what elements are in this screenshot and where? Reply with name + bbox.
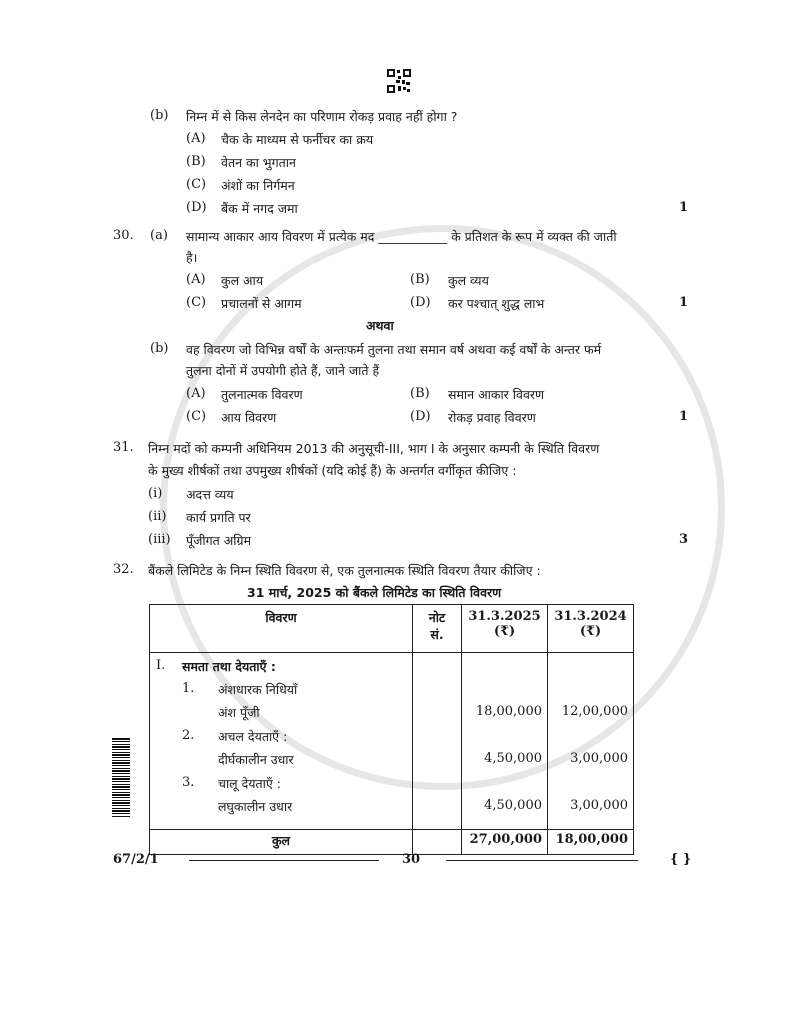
table-body-row [150, 656, 634, 830]
q30a-label: (a) [150, 228, 168, 243]
q30a-option-d: कर पश्चात् शुद्ध लाभ [448, 296, 545, 311]
q29b-question: निम्न में से किस लेनदेन का परिणाम रोकड़ प्रवाह नहीं होगा ? [186, 109, 458, 124]
table-header-row [150, 605, 634, 653]
note-cell [413, 656, 462, 830]
section-label: समता तथा देयताएँ : [182, 658, 276, 674]
group-2-head: अचल देयताएँ : [218, 728, 288, 744]
q30a-option-b: कुल व्यय [448, 273, 489, 288]
q30-number: 30. [113, 228, 134, 243]
q30a-marks: 1 [679, 295, 689, 310]
total-label-cell: कुल [150, 829, 413, 854]
q30a-option-d-key: (D) [410, 295, 431, 310]
q31-item-2: कार्य प्रगति पर [186, 510, 251, 525]
section-number: I. [156, 657, 166, 673]
footer-code: 67/2/1 [113, 852, 159, 867]
q31-item-1-key: (i) [148, 486, 163, 501]
q30a-option-a-key: (A) [186, 272, 206, 287]
q30b-option-b-key: (B) [410, 386, 430, 401]
q29b-option-c-key: (C) [186, 177, 207, 192]
q30b-marks: 1 [679, 409, 689, 424]
q29b-marks: 1 [679, 200, 689, 215]
q29b-option-c: अंशों का निर्गमन [221, 178, 295, 193]
qr-code-icon [386, 68, 412, 94]
q29b-option-d-key: (D) [186, 200, 207, 215]
footer-mark: { } [670, 852, 692, 867]
q31-item-2-key: (ii) [148, 509, 167, 524]
group-2-item: दीर्घकालीन उधार [218, 751, 294, 767]
q30b-option-d: रोकड़ प्रवाह विवरण [448, 410, 536, 425]
header-note-no: नोट सं. [413, 605, 462, 653]
q30b-question-line1: वह विवरण जो विभिन्न वर्षों के अन्तःफर्म तुलना तथा समान वर्ष अथवा कई वर्षों के अन्तर फर्म [186, 342, 602, 357]
group-1-number: 1. [182, 680, 195, 696]
q31-item-1: अदत्त व्यय [186, 487, 234, 502]
q31-item-3-key: (iii) [148, 532, 171, 547]
particulars-cell [150, 656, 413, 830]
q31-number: 31. [113, 440, 134, 455]
q29b-option-b-key: (B) [186, 154, 206, 169]
header-year-2024: 31.3.2024 (₹) [548, 605, 634, 653]
q31-item-3: पूँजीगत अग्रिम [186, 533, 252, 548]
q30b-option-b: समान आकार विवरण [448, 387, 545, 402]
q30a-option-c: प्रचालनों से आगम [221, 296, 302, 311]
balance-sheet-table [149, 604, 634, 855]
group-1-head: अंशधारक निधियाँ [218, 681, 298, 697]
q31-marks: 3 [679, 532, 689, 547]
q30b-option-a: तुलनात्मक विवरण [221, 387, 303, 402]
q30a-question-line1: सामान्य आकार आय विवरण में प्रत्येक मद ___________ के प्रतिशत के रूप में व्यक्त की जाती [186, 229, 617, 244]
balance-sheet-title: 31 मार्च, 2025 को बैंकले लिमिटेड का स्थिति विवरण [247, 585, 502, 600]
share-capital-2024: 12,00,000 [561, 703, 628, 719]
q30a-option-c-key: (C) [186, 295, 207, 310]
q30-or-heading: अथवा [366, 318, 394, 333]
group-3-item: लघुकालीन उधार [218, 798, 293, 814]
q31-question-line1: निम्न मदों को कम्पनी अधिनियम 2013 की अनुसूची-III, भाग I के अनुसार कम्पनी के स्थिति विवरण [148, 441, 600, 456]
q32-number: 32. [113, 562, 134, 577]
year-2025-cell [462, 656, 548, 830]
q30b-option-c-key: (C) [186, 409, 207, 424]
barcode-icon [112, 738, 130, 818]
group-2-number: 2. [182, 727, 195, 743]
header-particulars: विवरण [150, 605, 413, 653]
header-year-2025: 31.3.2025 (₹) [462, 605, 548, 653]
q29b-label: (b) [150, 108, 169, 123]
group-3-number: 3. [182, 774, 195, 790]
group-1-item: अंश पूँजी [218, 704, 260, 720]
q30a-option-b-key: (B) [410, 272, 430, 287]
q30b-option-a-key: (A) [186, 386, 206, 401]
footer-rule-left [189, 860, 379, 861]
q30a-question-line2: है। [186, 250, 198, 265]
q29b-option-a-key: (A) [186, 131, 206, 146]
q32-question: बैंकले लिमिटेड के निम्न स्थिति विवरण से, एक तुलनात्मक स्थिति विवरण तैयार कीजिए : [148, 563, 541, 578]
q30b-option-c: आय विवरण [221, 410, 277, 425]
q30a-option-a: कुल आय [221, 273, 264, 288]
q30b-label: (b) [150, 341, 169, 356]
group-3-head: चालू देयताएँ : [218, 775, 281, 791]
short-term-borrowings-2025: 4,50,000 [484, 797, 542, 813]
q29b-option-d: बैंक में नगद जमा [221, 201, 298, 216]
share-capital-2025: 18,00,000 [475, 703, 542, 719]
total-2024: 18,00,000 [548, 829, 634, 854]
year-2024-cell [548, 656, 634, 830]
footer-rule-right [446, 860, 638, 861]
q29b-option-b: वेतन का भुगतान [221, 155, 296, 170]
q30b-option-d-key: (D) [410, 409, 431, 424]
short-term-borrowings-2024: 3,00,000 [570, 797, 628, 813]
q30b-question-line2: तुलना दोनों में उपयोगी होते हैं, जाने जाते हैं [186, 363, 380, 378]
long-term-borrowings-2024: 3,00,000 [570, 750, 628, 766]
footer-page-number: 30 [402, 852, 421, 867]
q29b-option-a: चैक के माध्यम से फर्नीचर का क्रय [221, 132, 374, 147]
long-term-borrowings-2025: 4,50,000 [484, 750, 542, 766]
total-2025: 27,00,000 [462, 829, 548, 854]
total-row [150, 829, 634, 854]
q31-question-line2: के मुख्य शीर्षकों तथा उपमुख्य शीर्षकों (यदि कोई हैं) के अन्तर्गत वर्गीकृत कीजिए : [148, 463, 517, 478]
